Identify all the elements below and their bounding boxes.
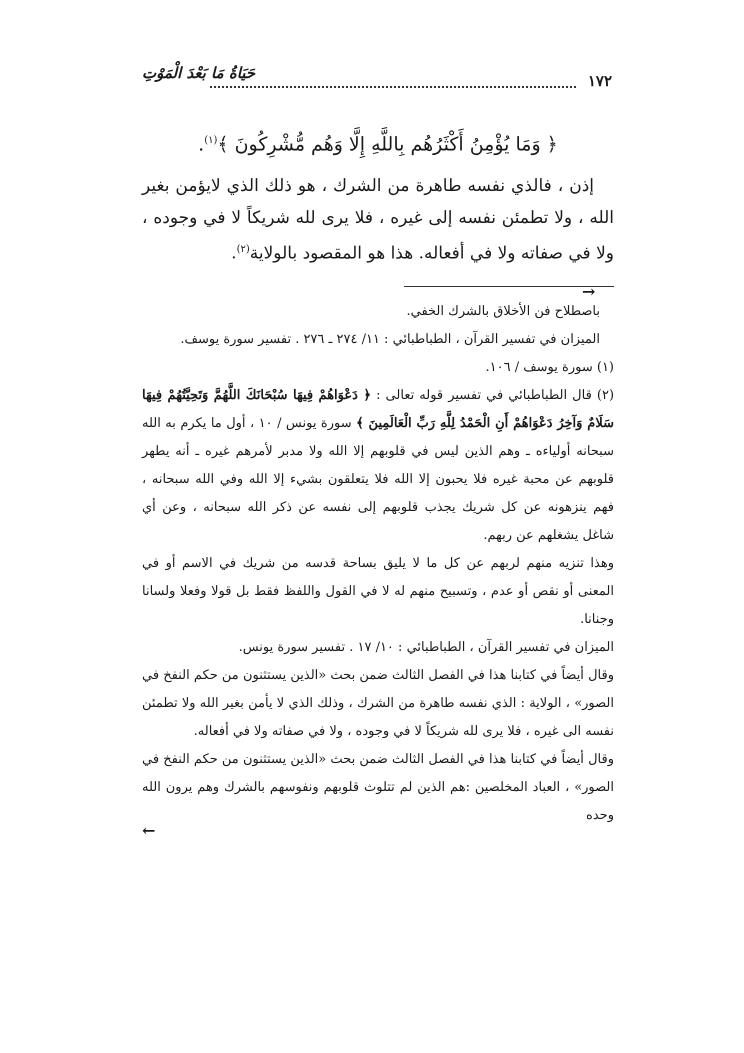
footnotes (142, 298, 614, 830)
quran-verse (142, 124, 614, 161)
page-number: ١٧٢ (587, 72, 612, 90)
page-header (142, 64, 612, 94)
footnote-2-intro: (٢) قال الطباطبائي في تفسير قوله تعالى : (376, 388, 615, 403)
footnote-continued-1: باصطلاح فن الأخلاق بالشرك الخفي. (406, 304, 600, 319)
footnote-continued-2: الميزان في تفسير القرآن ، الطباطبائي : ١١/ ٢٧٤ ـ ٢٧٦ . تفسير سورة يوسف. (180, 332, 600, 347)
footnote-2-reference: الميزان في تفسير القرآن ، الطباطبائي : ١٠/ ١٧ . تفسير سورة يونس. (238, 640, 614, 655)
footnote-2-para4: وقال أيضاً في كتابنا هذا في الفصل الثالث ضمن بحث «الذين يستثنون من حكم النفخ في الصور» ، العباد المخلصين :هم الذين لم تتلوث قلوبهم ونفوسهم بالشرك وهم يرون الله وحده (142, 752, 614, 823)
footnote-2-rest: سورة يونس / ١٠ ، أول ما يكرم به الله سبحانه أولياءه ـ وهم الذين ليس في قلوبهم إلا الله ولا مدبر لأمرهم غيره ـ أنه يطهر قلوبهم عن محبة غيره فلا يحبون إلا الله فلا يتعلقون بشيء إلا الله وفي الله سبحانه ، فهم ينزهونه عن كل شريك يجذب قلوبهم إلى نفسه عن ذكر الله سبحانه ، وعن أي شاغل يشغلهم عن ربهم. (142, 416, 614, 543)
footnote-2 (142, 382, 614, 550)
footnote-2-quran: ﴿ دَعْوَاهُمْ فِيهَا سُبْحَانَكَ اللَّهُمَّ وَتَحِيَّتُهُمْ فِيهَا سَلَامٌ وَآخِرُ دَعْوَاهُمْ أَنِ الْحَمْدُ لِلَّهِ رَبِّ الْعَالَمِينَ ﴾ (142, 388, 614, 431)
footnote-2-para3: وقال أيضاً في كتابنا هذا في الفصل الثالث ضمن بحث «الذين يستثنون من حكم النفخ في الصور» ، الولاية : الذي نفسه طاهرة من الشرك ، وذلك الذي لا يأمن بغير الله ولا تطمئن نفسه الى غيره ، فلا يرى لله شريكاً لا في وجوده ، ولا في صفاته ولا في أفعاله. (142, 668, 614, 739)
main-text: إذن ، فالذي نفسه طاهرة من الشرك ، هو ذلك الذي لايؤمن بغير الله ، ولا تطمئن نفسه إلى غيره ، فلا يرى لله شريكاً لا في وجوده ، ولا في صفاته ولا في أفعاله. هذا هو المقصود بالولاية (142, 176, 614, 264)
footnote-2-para2: وهذا تنزيه منهم لربهم عن كل ما لا يليق بساحة قدسه من شريك في الاسم أو في المعنى أو نقص أو عدم ، وتسبيح منهم له لا في القول واللفظ فقط بل قولا وفعلا ولسانا وجنانا. (142, 556, 614, 627)
footnote-1: (١) سورة يوسف / ١٠٦. (485, 360, 614, 375)
header-dotted-leader (210, 68, 576, 88)
verse-text: ﴿ وَمَا يُؤْمِنُ أَكْثَرُهُم بِاللَّهِ إِلَّا وَهُم مُّشْرِكُونَ ﴾ (217, 133, 558, 156)
footnote-ref-1[interactable]: (١) (204, 135, 218, 146)
running-title: حَيَاةُ مَا بَعْدَ الْمَوْتِ (142, 64, 256, 82)
main-paragraph (142, 170, 614, 270)
main-end: . (231, 243, 237, 264)
footnote-ref-2[interactable]: (٢) (236, 244, 250, 255)
continues-arrow-icon: ← (142, 821, 156, 840)
verse-end: . (198, 133, 205, 156)
continued-from-arrow-icon: → (582, 282, 596, 301)
